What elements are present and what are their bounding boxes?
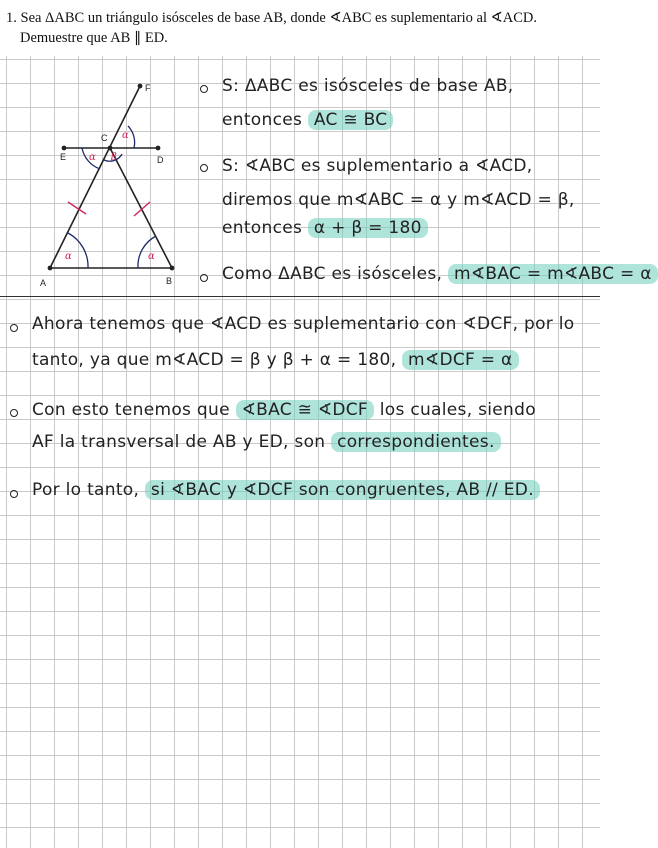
point-a xyxy=(48,266,53,271)
note-4-text: tanto, ya que m∢ACD = β y β + α = 180, xyxy=(32,350,397,370)
label-c: C xyxy=(101,133,108,143)
grid-paper xyxy=(0,56,652,848)
note-2-highlight: α + β = 180 xyxy=(308,218,428,238)
note-6-highlight: si ∢BAC y ∢DCF son congruentes, AB // ED. xyxy=(145,480,540,500)
label-a: A xyxy=(40,278,47,288)
note-6-line xyxy=(32,480,540,500)
triangle-figure xyxy=(0,56,190,296)
label-f: F xyxy=(145,83,151,93)
note-1-line-1: S: ΔABC es isósceles de base AB, xyxy=(222,76,514,96)
point-e xyxy=(62,146,67,151)
problem-line-1: 1. Sea ΔABC un triángulo isósceles de base AB, donde ∢ABC es suplementario al ∢ACD. xyxy=(6,10,537,26)
note-6-text: Por lo tanto, xyxy=(32,480,140,500)
bullet-5 xyxy=(10,409,18,417)
note-2-line-1: S: ∢ABC es suplementario a ∢ACD, xyxy=(222,156,533,176)
note-2-text: entonces xyxy=(222,218,303,238)
note-5-text-c: AF la transversal de AB y ED, son xyxy=(32,432,326,452)
alpha-b: α xyxy=(148,251,155,262)
note-3-line xyxy=(222,264,658,284)
note-3-text: Como ΔABC es isósceles, xyxy=(222,264,443,284)
arc-angle-dcf xyxy=(128,126,135,148)
bullet-3 xyxy=(200,274,208,282)
point-f xyxy=(138,84,143,89)
bullet-4 xyxy=(10,324,18,332)
label-e: E xyxy=(60,152,67,162)
bullet-6 xyxy=(10,490,18,498)
note-4-line-2 xyxy=(32,350,519,370)
note-5-line-2 xyxy=(32,432,501,452)
note-2-line-3 xyxy=(222,218,428,238)
alpha-dcf: α xyxy=(122,130,129,141)
note-4-highlight: m∢DCF = α xyxy=(402,350,519,370)
beta-acd: β xyxy=(111,152,117,163)
note-4-line-1: Ahora tenemos que ∢ACD es suplementario con ∢DCF, por lo xyxy=(32,314,575,334)
problem-line-2: Demuestre que AB ∥ ED. xyxy=(20,30,168,46)
point-b xyxy=(170,266,175,271)
note-3-highlight: m∢BAC = m∢ABC = α xyxy=(448,264,658,284)
note-5-text-a: Con esto tenemos que xyxy=(32,400,230,420)
segment-bc xyxy=(110,148,172,268)
label-b: B xyxy=(166,276,173,286)
note-5-highlight-1: ∢BAC ≅ ∢DCF xyxy=(236,400,374,420)
section-divider xyxy=(0,296,600,297)
note-1-text: entonces xyxy=(222,110,303,130)
label-d: D xyxy=(157,155,164,165)
note-5-line-1 xyxy=(32,400,536,420)
point-d xyxy=(156,146,161,151)
note-2-line-2: diremos que m∢ABC = α y m∢ACD = β, xyxy=(222,190,575,210)
note-1-highlight: AC ≅ BC xyxy=(308,110,394,130)
bullet-1 xyxy=(200,85,208,93)
tick-bc xyxy=(134,202,150,216)
point-c xyxy=(108,146,113,151)
problem-statement xyxy=(0,0,600,56)
alpha-e: α xyxy=(89,152,96,163)
bullet-2 xyxy=(200,164,208,172)
ray-af xyxy=(50,86,140,268)
note-5-text-b: los cuales, siendo xyxy=(379,400,536,420)
alpha-a: α xyxy=(65,251,72,262)
note-5-highlight-2: correspondientes. xyxy=(331,432,501,452)
note-1-line-2 xyxy=(222,110,393,130)
